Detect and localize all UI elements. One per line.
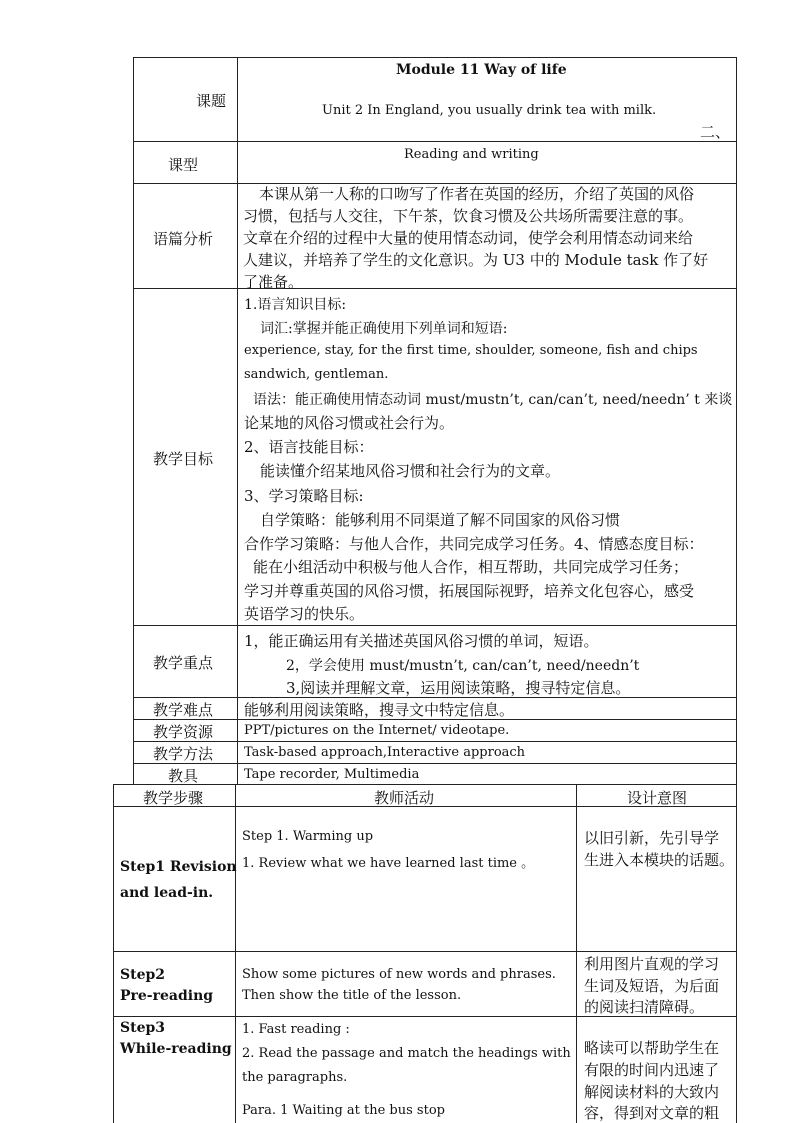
keypoint-line: 2，学会使用 must/mustn’t, can/can’t, need/needn’t bbox=[286, 658, 640, 674]
row-divider bbox=[133, 741, 737, 742]
intent-line: 有限的时间内迅速了 bbox=[584, 1061, 720, 1079]
step-title: Step2 bbox=[120, 967, 166, 983]
activity-line: Show some pictures of new words and phrases. bbox=[242, 967, 556, 982]
tools-value: Tape recorder, Multimedia bbox=[244, 767, 420, 782]
row-divider bbox=[133, 763, 737, 764]
steps-header-step: 教学步骤 bbox=[143, 789, 204, 807]
intent-line: 利用图片直观的学习 bbox=[584, 955, 720, 973]
activity-line: Para. 1 Waiting at the bus stop bbox=[242, 1103, 445, 1118]
objective-line: 词汇:掌握并能正确使用下列单词和短语: bbox=[260, 321, 508, 337]
steps-table-top bbox=[113, 784, 737, 785]
keypoint-line: 1，能正确运用有关描述英国风俗习惯的单词，短语。 bbox=[244, 632, 599, 650]
objective-line: sandwich, gentleman. bbox=[244, 367, 389, 382]
steps-table-right bbox=[736, 784, 737, 1123]
objective-line: 自学策略：能够利用不同渠道了解不同国家的风俗习惯 bbox=[260, 511, 621, 529]
objective-line: 合作学习策略：与他人合作，共同完成学习任务。4、情感态度目标： bbox=[244, 535, 704, 553]
step-title: Step1 Revision bbox=[120, 859, 237, 875]
steps-column-divider bbox=[235, 784, 236, 1123]
column-divider bbox=[237, 57, 238, 784]
table-border-left bbox=[133, 57, 134, 784]
activity-line: 1. Review what we have learned last time 。 bbox=[242, 856, 535, 871]
intent-line: 的阅读扫清障碍。 bbox=[584, 998, 705, 1016]
objective-line: 能在小组活动中积极与他人合作，相互帮助，共同完成学习任务； bbox=[253, 558, 689, 576]
methods-value: Task-based approach,Interactive approach bbox=[244, 745, 526, 760]
steps-header-activity: 教师活动 bbox=[374, 789, 435, 807]
keypoints-label: 教学重点 bbox=[153, 654, 214, 672]
objective-line: 2、语言技能目标： bbox=[244, 438, 374, 456]
objective-line: 英语学习的快乐。 bbox=[244, 605, 365, 623]
difficulty-value: 能够利用阅读策略，搜寻文中特定信息。 bbox=[244, 701, 515, 719]
activity-line: the paragraphs. bbox=[242, 1070, 348, 1085]
objective-line: 能读懂介绍某地风俗习惯和社会行为的文章。 bbox=[260, 462, 561, 480]
intent-line: 解阅读材料的大致内 bbox=[584, 1083, 720, 1101]
objective-line: 1.语言知识目标: bbox=[244, 297, 347, 313]
table-border-top bbox=[133, 57, 737, 58]
topic-label: 课题 bbox=[196, 92, 227, 110]
analysis-line: 习惯，包括与人交往，下午茶，饮食习惯及公共场所需要注意的事。 bbox=[243, 207, 694, 225]
row-divider bbox=[133, 141, 737, 142]
analysis-line: 人建议，并培养了学生的文化意识。为 U3 中的 Module task 作了好 bbox=[243, 251, 709, 269]
type-label: 课型 bbox=[168, 156, 199, 174]
analysis-line: 了准备。 bbox=[243, 273, 304, 291]
intent-line: 生进入本模块的话题。 bbox=[584, 851, 735, 869]
intent-line: 生词及短语，为后面 bbox=[584, 977, 720, 995]
step-title: While-reading bbox=[120, 1041, 232, 1057]
objective-line: 3、学习策略目标: bbox=[244, 487, 364, 505]
intent-line: 容，得到对文章的粗 bbox=[584, 1104, 720, 1122]
module-title: Module 11 Way of life bbox=[396, 62, 567, 78]
objective-line: 学习并尊重英国的风俗习惯，拓展国际视野，培养文化包容心，感受 bbox=[244, 582, 695, 600]
table-border-right bbox=[736, 57, 737, 784]
analysis-label: 语篇分析 bbox=[153, 230, 214, 248]
steps-table-left bbox=[113, 784, 114, 1123]
analysis-text bbox=[243, 183, 735, 293]
step-title: Step3 bbox=[120, 1020, 166, 1036]
activity-line: 1. Fast reading : bbox=[242, 1022, 350, 1037]
step-title: Pre-reading bbox=[120, 988, 214, 1004]
tools-label: 教具 bbox=[168, 767, 199, 785]
objective-line: 论某地的风俗习惯或社会行为。 bbox=[244, 414, 455, 432]
step-title: and lead-in. bbox=[120, 885, 214, 901]
intent-line: 略读可以帮助学生在 bbox=[584, 1039, 720, 1057]
objective-line: experience, stay, for the first time, shoulder, someone, fish and chips bbox=[244, 343, 698, 358]
resources-label: 教学资源 bbox=[153, 723, 214, 741]
type-value: Reading and writing bbox=[404, 147, 539, 162]
objective-line: 语法：能正确使用情态动词 must/mustn’t, can/can’t, need/needn’ t 来谈 bbox=[253, 392, 733, 408]
intent-line: 以旧引新，先引导学 bbox=[584, 829, 720, 847]
methods-label: 教学方法 bbox=[153, 745, 214, 763]
steps-column-divider bbox=[576, 784, 577, 1123]
objectives-label: 教学目标 bbox=[153, 450, 214, 468]
row-divider bbox=[133, 625, 737, 626]
activity-line: 2. Read the passage and match the headings with bbox=[242, 1046, 571, 1061]
resources-value: PPT/pictures on the Internet/ videotape. bbox=[244, 723, 510, 738]
steps-row-divider bbox=[113, 951, 737, 952]
keypoint-line: 3,阅读并理解文章，运用阅读策略，搜寻特定信息。 bbox=[286, 679, 631, 697]
unit-line: Unit 2 In England, you usually drink tea with milk. bbox=[322, 103, 657, 118]
analysis-line: 本课从第一人称的口吻写了作者在英国的经历，介绍了英国的风俗 bbox=[259, 185, 695, 203]
difficulty-label: 教学难点 bbox=[153, 701, 214, 719]
steps-header-intent: 设计意图 bbox=[627, 789, 688, 807]
activity-line: Then show the title of the lesson. bbox=[242, 988, 462, 1003]
analysis-line: 文章在介绍的过程中大量的使用情态动词，使学会利用情态动词来给 bbox=[243, 229, 694, 247]
corner-mark: 二、 bbox=[700, 123, 731, 141]
activity-line: Step 1. Warming up bbox=[242, 829, 374, 844]
